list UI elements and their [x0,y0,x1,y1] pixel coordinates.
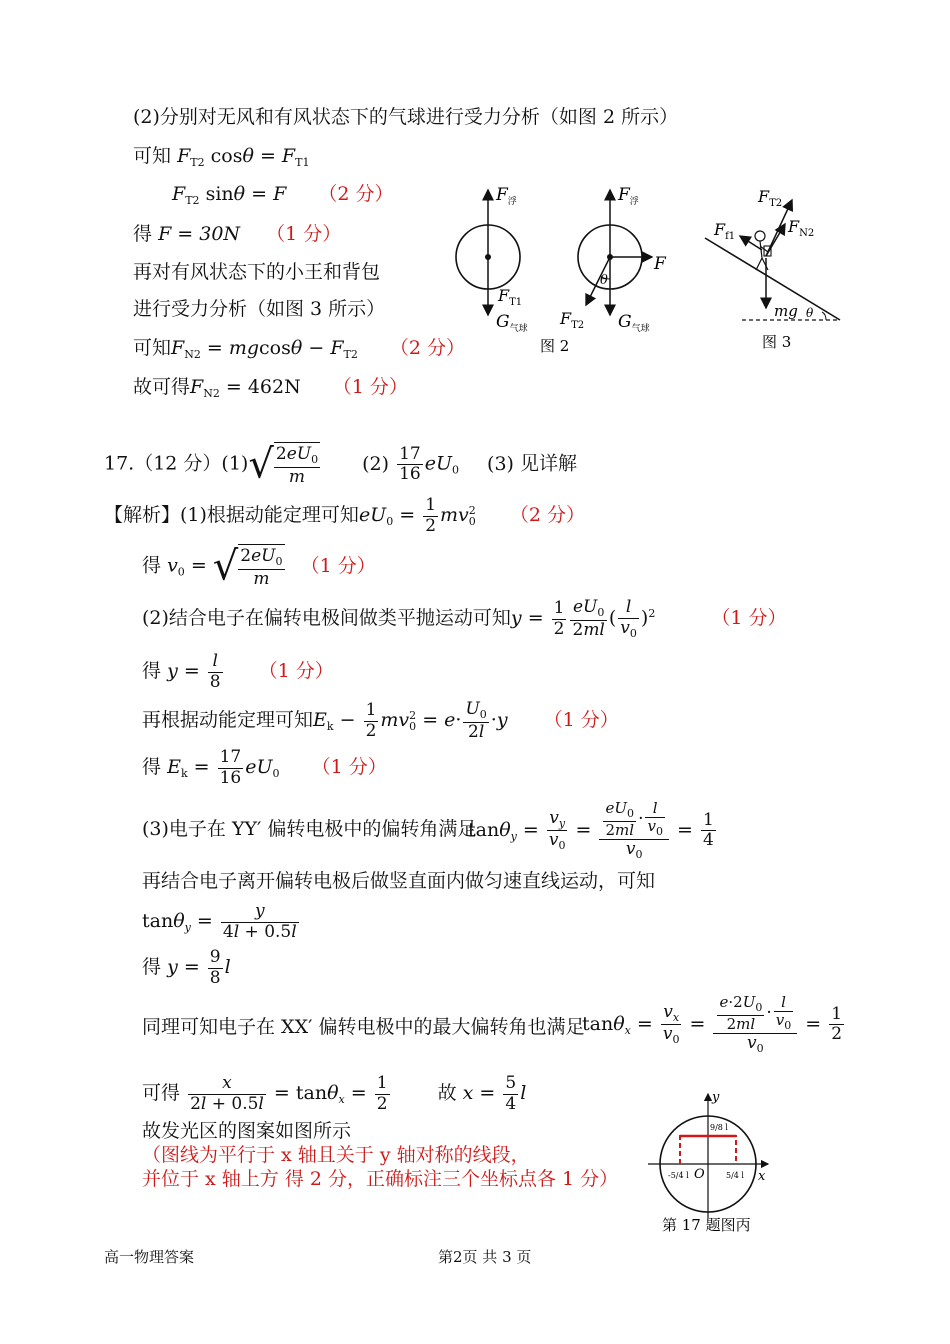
label-theta-fig3: θ [806,306,814,320]
slope-line [705,238,840,320]
part2-intro: (2)分别对无风和有风状态下的气球进行受力分析（如图 2 所示） [133,106,679,128]
figure-3-caption: 图 3 [762,333,792,351]
note-line-2: 并位于 x 轴上方 得 2 分，正确标注三个坐标点各 1 分） [142,1168,619,1190]
person-head [755,231,765,241]
analysis-1: 【解析】(1)根据动能定理可知$eU_0$ = $\frac{1}{2}$ $mv_0^2$ （2 分） [104,495,585,536]
note-line-1: （图线为平行于 x 轴且关于 y 轴对称的线段， [142,1144,530,1166]
label-g-left: $G_{气球}$ [496,312,528,334]
equation-2: $F_{T2}$ sinθ = F （2 分） [172,183,394,207]
label-f-wind: F [654,254,666,274]
footer-left: 高一物理答案 [104,1248,195,1266]
arrow-fn2 [766,224,785,256]
tan-theta-x: tanθ$_x$ = $\frac{v_x}{v_0}$ = $\frac{e\cdot 2U_0}{2ml}$ · $\frac{l}{v_0}$ $v_0$ = $\frac{1}{2}$ [582,993,843,1055]
fig17-label-y: y [712,1090,720,1105]
figure-17 [640,1086,780,1236]
label-f-float-right: $F_浮$ [618,185,639,207]
footer-page: 第2页 共 3 页 [438,1248,532,1266]
pattern-text: 故发光区的图案如图所示 [142,1120,352,1142]
y-result: 得 y = $\frac{l}{8}$ （1 分） [142,651,334,692]
equation-6: 可知$F_{N2} = mgcos\theta - F_{T2}$ （2 分） [133,337,466,361]
part2-line4: 再对有风状态下的小王和背包 [133,261,381,283]
figure-3 [700,180,850,360]
fig17-label-x: x [758,1169,766,1184]
equation-7: 故可得$F_{N2} = 462N$ （1 分） [133,376,408,400]
fig17-label-right: 5/4 l [726,1171,744,1180]
arrow-ff [740,236,762,250]
label-ff: $F_{f1}$ [714,220,736,242]
figure-17-caption: 第 17 题图丙 [662,1216,751,1234]
v0-result: 得 $v_0$ = √ $\frac{2eU_0}{m}$ （1 分） [142,543,376,590]
q17-header: 17.（12 分）(1)√ $\frac{2eU_0}{m}$ (2) $\frac{17}{16}$ $eU_0$ (3) 见详解 [104,441,578,488]
figure-2-caption: 图 2 [540,337,570,355]
label-ft2-fig3: $F_{T2}$ [758,187,783,209]
fig17-label-left: -5/4 l [668,1171,689,1180]
angle-arc-fig3 [822,312,826,320]
label-mg: mg [774,302,798,320]
tan-theta-y: tanθ$_y$ = $\frac{v_y}{v_0}$ = $\frac{eU_0}{2ml}$ · $\frac{l}{v_0}$ $v_0$ = $\frac{1}{4}$ [468,799,714,861]
part2-line5: 进行受力分析（如图 3 所示） [133,298,386,320]
p3-text: (3)电子在 YY′ 偏转电极中的偏转角满足 [142,818,477,840]
fig17-label-o: O [694,1167,705,1182]
tan-theta-y-2: tanθ$_y$ = $\frac{y}{4l + 0.5l}$ [142,901,297,942]
label-f-float-left: $F_浮$ [496,185,517,207]
label-ft1: $F_{T1}$ [498,286,523,308]
fig17-label-top: 9/8 l [710,1123,728,1132]
y-final: 得 y = $\frac{9}{8}$ l [142,947,231,988]
label-g-right: $G_{气球}$ [618,312,650,334]
straight-line-text: 再结合电子离开偏转电极后做竖直面内做匀速直线运动，可知 [142,870,656,892]
analysis-2: (2)结合电子在偏转电极间做类平抛运动可知y = $\frac{1}{2}$ $\frac{eU_0}{2ml}$ ( $\frac{l}{v_0}$ )$^2$ （1 分） [142,597,787,640]
figure-2 [440,175,700,365]
x-equation: 可得 $\frac{x}{2l + 0.5l}$ = tanθ$_x$ = $\frac{1}{2}$ 故 x = $\frac{5}{4}$ l [142,1073,527,1114]
label-ft2-fig2: $F_{T2}$ [560,309,585,331]
label-theta-fig2: θ [600,273,608,288]
ek-result: 得 $E_k$ = $\frac{17}{16}$ $eU_0$ （1 分） [142,747,387,788]
ek-equation: 再根据动能定理可知$E_k$ − $\frac{1}{2}$ $mv_0^2 = e\cdot$ $\frac{U_0}{2l}$ ·y （1 分） [142,699,619,742]
equation-3: 得 F = 30N （1 分） [133,223,342,245]
equation-1: 可知 $F_{T2}$ $\cos\theta = F_{T1}$ [133,145,310,169]
xx-text: 同理可知电子在 XX′ 偏转电极中的最大偏转角也满足 [142,1016,585,1038]
label-fn2: $F_{N2}$ [788,217,815,239]
